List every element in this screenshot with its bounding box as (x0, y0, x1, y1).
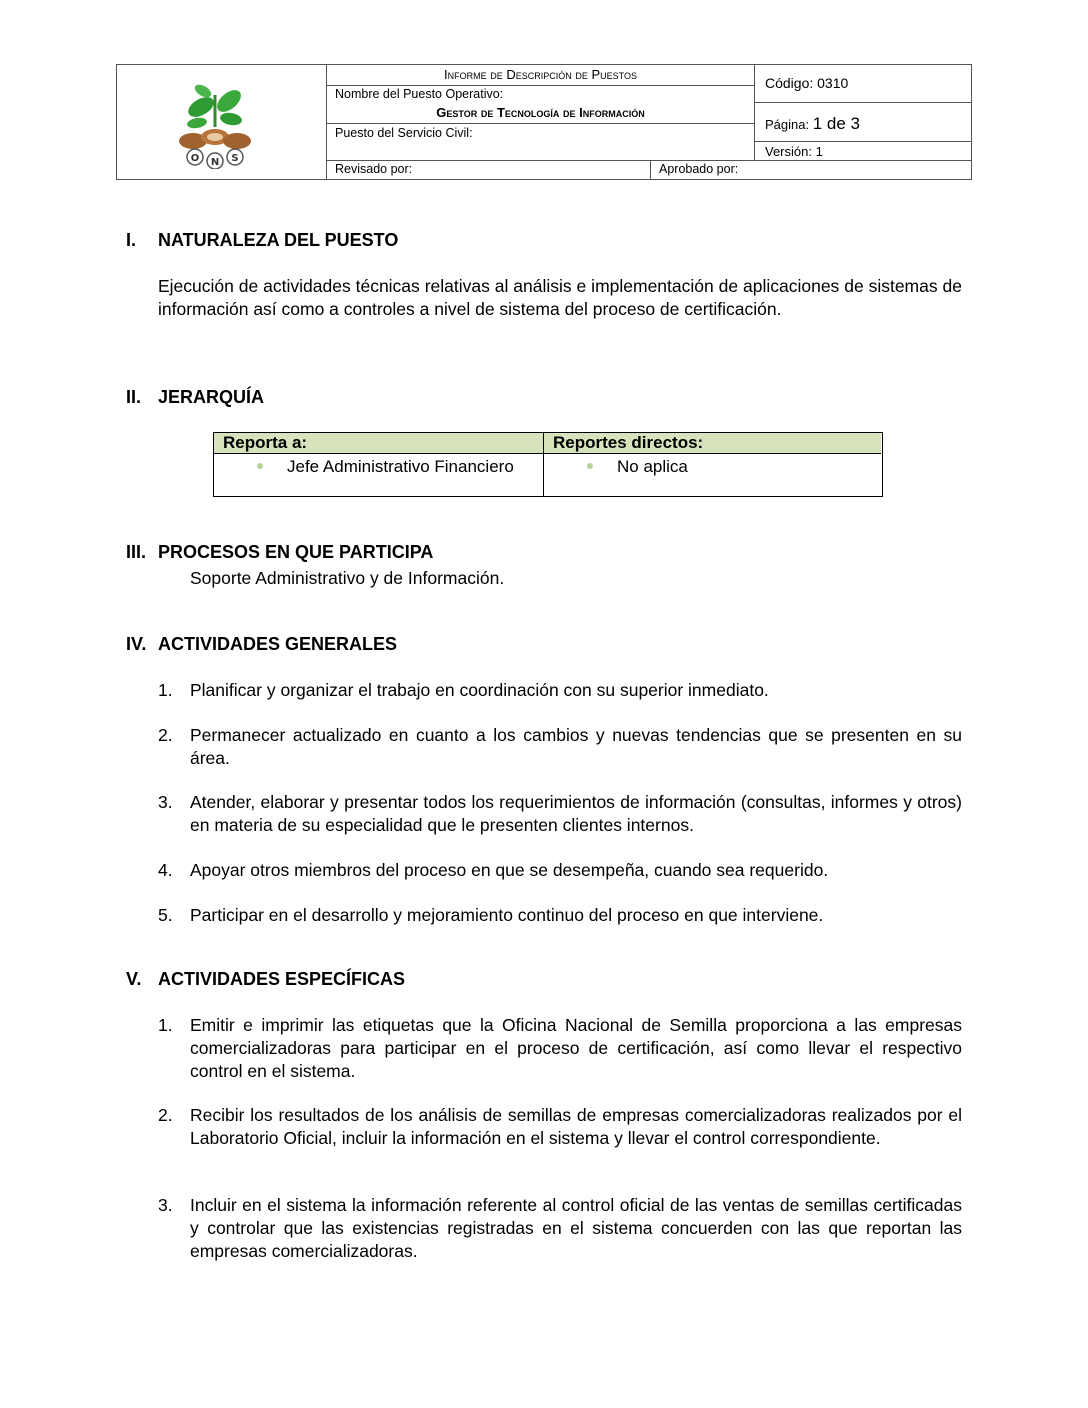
civil-service-label: Puesto del Servicio Civil: (335, 126, 473, 140)
list-item: 5. Participar en el desarrollo y mejoramiento continuo del proceso en que interviene. (158, 905, 824, 925)
bullet-icon (587, 463, 593, 469)
svg-text:O: O (190, 153, 200, 164)
document-version: Versión: 1 (765, 144, 823, 159)
section-heading-5: V. ACTIVIDADES ESPECÍFICAS (126, 969, 406, 989)
section-heading-3: III. PROCESOS EN QUE PARTICIPA (126, 542, 434, 562)
document-header (116, 64, 972, 180)
svg-text:S: S (231, 153, 239, 164)
document-code: Código: 0310 (765, 75, 849, 91)
list-item: 1. Planificar y organizar el trabajo en coordinación con su superior inmediato. (158, 680, 769, 700)
hierarchy-cell-reports-to (214, 454, 544, 496)
list-item: 1. Emitir e imprimir las etiquetas que la Oficina Nacional de Semilla proporciona a las empresas comercializadoras para participar en el proceso de certificación, así como llevar el respectivo control en el sistema. (158, 1015, 962, 1081)
hierarchy-header-reports-to: Reporta a: (214, 433, 544, 454)
hierarchy-table (213, 432, 883, 497)
reviewed-by-label: Revisado por: (335, 162, 413, 176)
report-title: Informe de Descripción de Puestos (327, 65, 755, 86)
section-3-text: Soporte Administrativo y de Información. (190, 568, 505, 588)
page-cell (755, 103, 971, 142)
approved-by-cell (651, 161, 971, 180)
list-item: 2. Permanecer actualizado en cuanto a los cambios y nuevas tendencias que se presenten en su área. (158, 725, 962, 768)
hierarchy-cell-direct-reports (544, 454, 881, 496)
list-item: 3. Incluir en el sistema la información referente al control oficial de las ventas de semillas certificadas y controlar que las existencias registradas en el sistema concuerden con las que reportan las empresas comercializadoras. (158, 1195, 962, 1261)
section-1-text: Ejecución de actividades técnicas relativas al análisis e implementación de aplicaciones de sistemas de información así como a controles a nivel de sistema del proceso de certificación. (158, 276, 962, 319)
list-item: 3. Atender, elaborar y presentar todos los requerimientos de información (consultas, informes y otros) en materia de su especialidad que le presenten clientes internos. (158, 792, 962, 835)
operative-position-label: Nombre del Puesto Operativo: (335, 87, 504, 101)
code-cell (755, 65, 971, 103)
operative-position-value: Gestor de Tecnología de Información (436, 105, 645, 120)
direct-reports-value: No aplica (617, 457, 688, 476)
list-item: 4. Apoyar otros miembros del proceso en que se desempeña, cuando sea requerido. (158, 860, 829, 880)
section-heading-2: II. JERARQUÍA (126, 387, 265, 407)
page-label: Página: (765, 117, 810, 132)
ons-logo-icon (175, 77, 255, 169)
civil-service-cell (327, 124, 755, 161)
hierarchy-header-direct-reports: Reportes directos: (544, 433, 881, 454)
section-heading-1: I. NATURALEZA DEL PUESTO (126, 230, 399, 250)
operative-position-cell (327, 86, 755, 124)
reviewed-by-cell (327, 161, 651, 180)
section-heading-4: IV. ACTIVIDADES GENERALES (126, 634, 398, 654)
svg-text:N: N (210, 157, 220, 168)
page-number: 1 de 3 (812, 114, 860, 133)
bullet-icon (257, 463, 263, 469)
approved-by-label: Aprobado por: (659, 162, 739, 176)
list-item: 2. Recibir los resultados de los análisis de semillas de empresas comercializadoras realizados por el Laboratorio Oficial, incluir la información en el sistema y llevar el control correspondiente. (158, 1105, 962, 1148)
logo-cell (117, 65, 327, 180)
reports-to-value: Jefe Administrativo Financiero (287, 457, 514, 476)
version-cell (755, 142, 971, 161)
